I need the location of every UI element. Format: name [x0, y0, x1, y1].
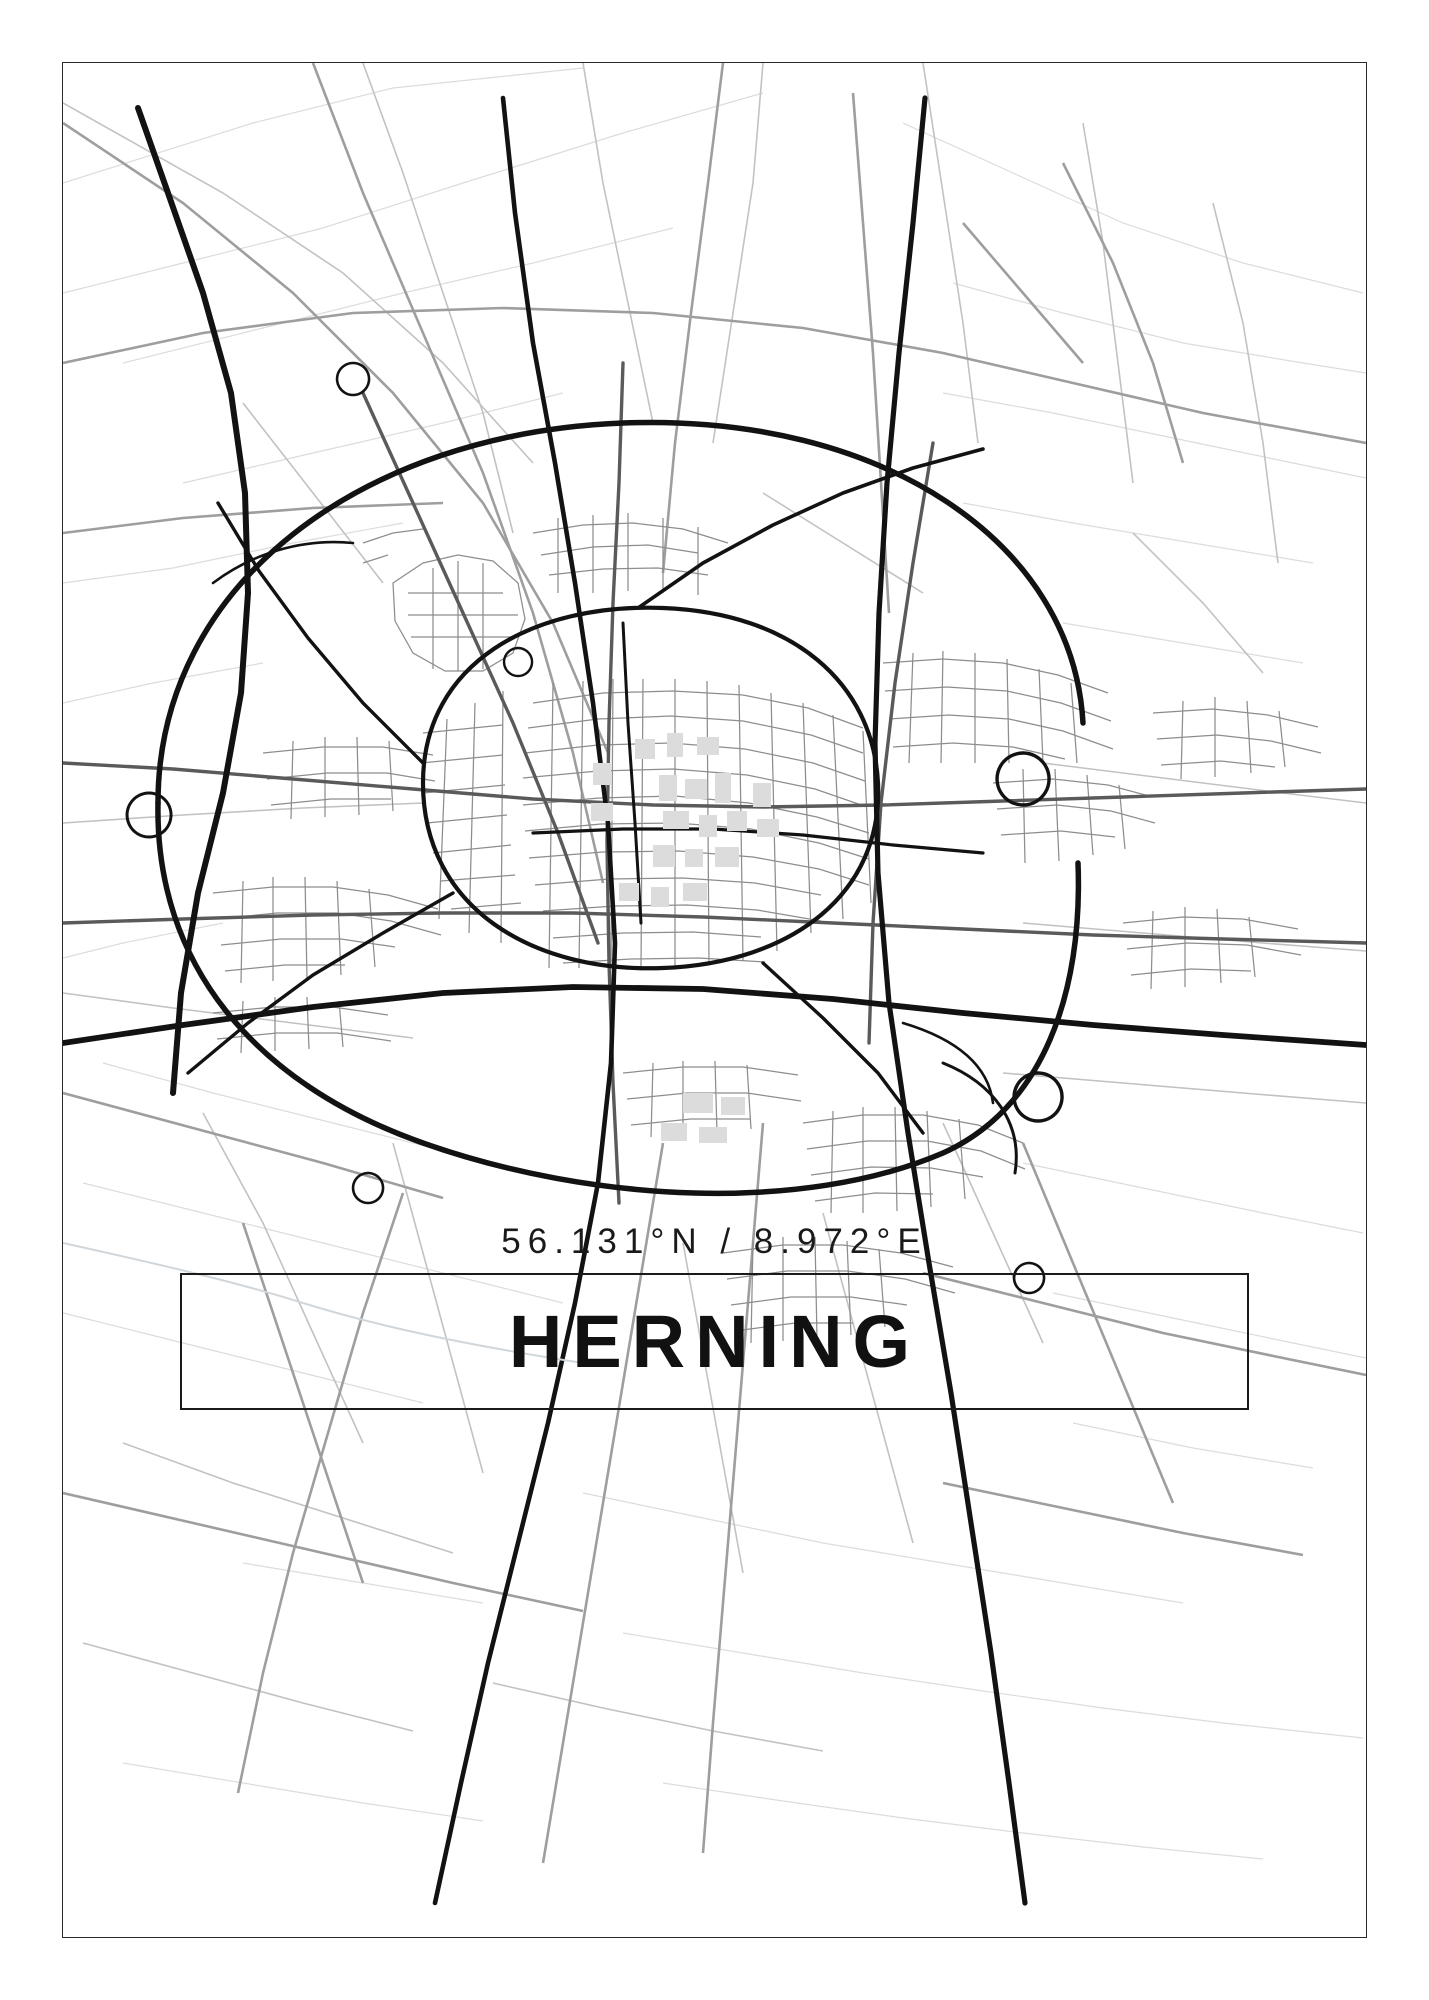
city-title: HERNING: [508, 1299, 921, 1383]
city-title-box: [180, 1273, 1249, 1410]
map-background: [63, 63, 1366, 1937]
street-map-svg: [63, 63, 1366, 1937]
coordinates-label: 56.131°N / 8.972°E: [501, 1222, 928, 1261]
map-canvas[interactable]: [63, 63, 1366, 1937]
